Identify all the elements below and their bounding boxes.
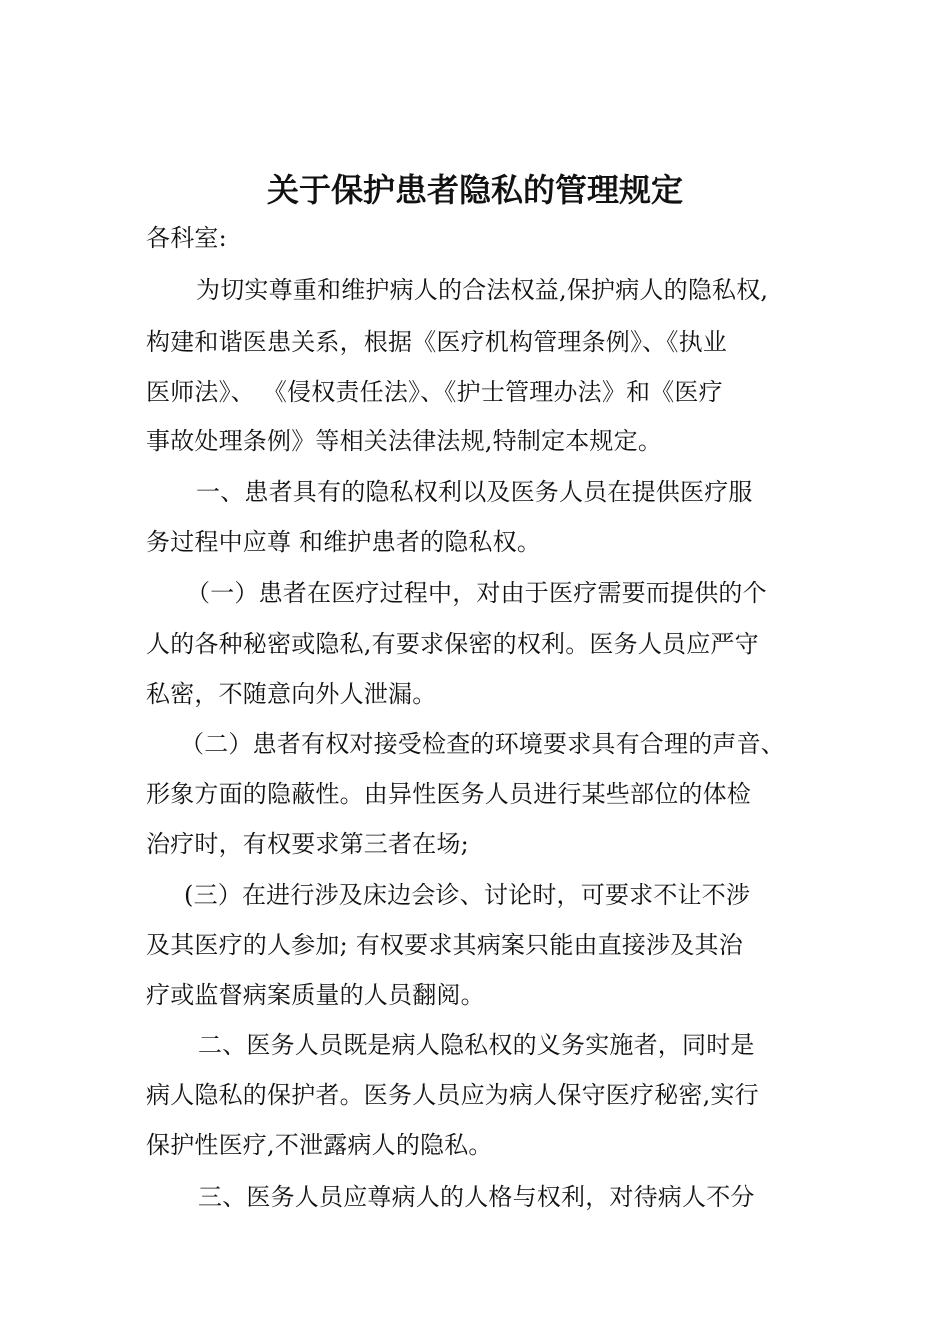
body-line: 保护性医疗,不泄露病人的隐私。 bbox=[146, 1131, 493, 1159]
body-line: 构建和谐医患关系，根据《医疗机构管理条例》、《执业 bbox=[146, 328, 727, 356]
body-line: 务过程中应尊 和维护患者的隐私权。 bbox=[146, 528, 542, 556]
body-line: 人的各种秘密或隐私,有要求保密的权利。医务人员应严守 bbox=[146, 630, 759, 658]
body-line: (三）在进行涉及床边会诊、讨论时，可要求不让不涉 bbox=[184, 881, 751, 909]
body-line: 二、医务人员既是病人隐私权的义务实施者，同时是 bbox=[198, 1031, 755, 1059]
body-line: 疗或监督病案质量的人员翻阅。 bbox=[146, 981, 485, 1009]
body-line: （一）患者在医疗过程中，对由于医疗需要而提供的个 bbox=[186, 579, 767, 607]
body-line: 医师法》、 《侵权责任法》、《护士管理办法》和《医疗 bbox=[146, 378, 723, 406]
document-title: 关于保护患者隐私的管理规定 bbox=[266, 171, 683, 209]
body-line: 病人隐私的保护者。医务人员应为病人保守医疗秘密,实行 bbox=[146, 1081, 759, 1109]
body-line: 事故处理条例》等相关法律法规,特制定本规定。 bbox=[146, 427, 663, 455]
body-line: （二）患者有权对接受检查的环境要求具有合理的声音、 bbox=[180, 730, 785, 758]
body-line: 三、医务人员应尊病人的人格与权利，对待病人不分 bbox=[198, 1183, 755, 1211]
body-line: 一、患者具有的隐私权利以及医务人员在提供医疗服 bbox=[196, 478, 753, 506]
body-line: 为切实尊重和维护病人的合法权益,保护病人的隐私权, bbox=[196, 276, 769, 304]
body-line: 及其医疗的人参加; 有权要求其病案只能由直接涉及其治 bbox=[146, 931, 743, 959]
body-line: 私密，不随意向外人泄漏。 bbox=[146, 680, 437, 708]
body-line: 形象方面的隐蔽性。由异性医务人员进行某些部位的体检 bbox=[146, 780, 751, 808]
salutation: 各科室: bbox=[146, 224, 227, 252]
body-line: 治疗时，有权要求第三者在场; bbox=[146, 830, 469, 858]
